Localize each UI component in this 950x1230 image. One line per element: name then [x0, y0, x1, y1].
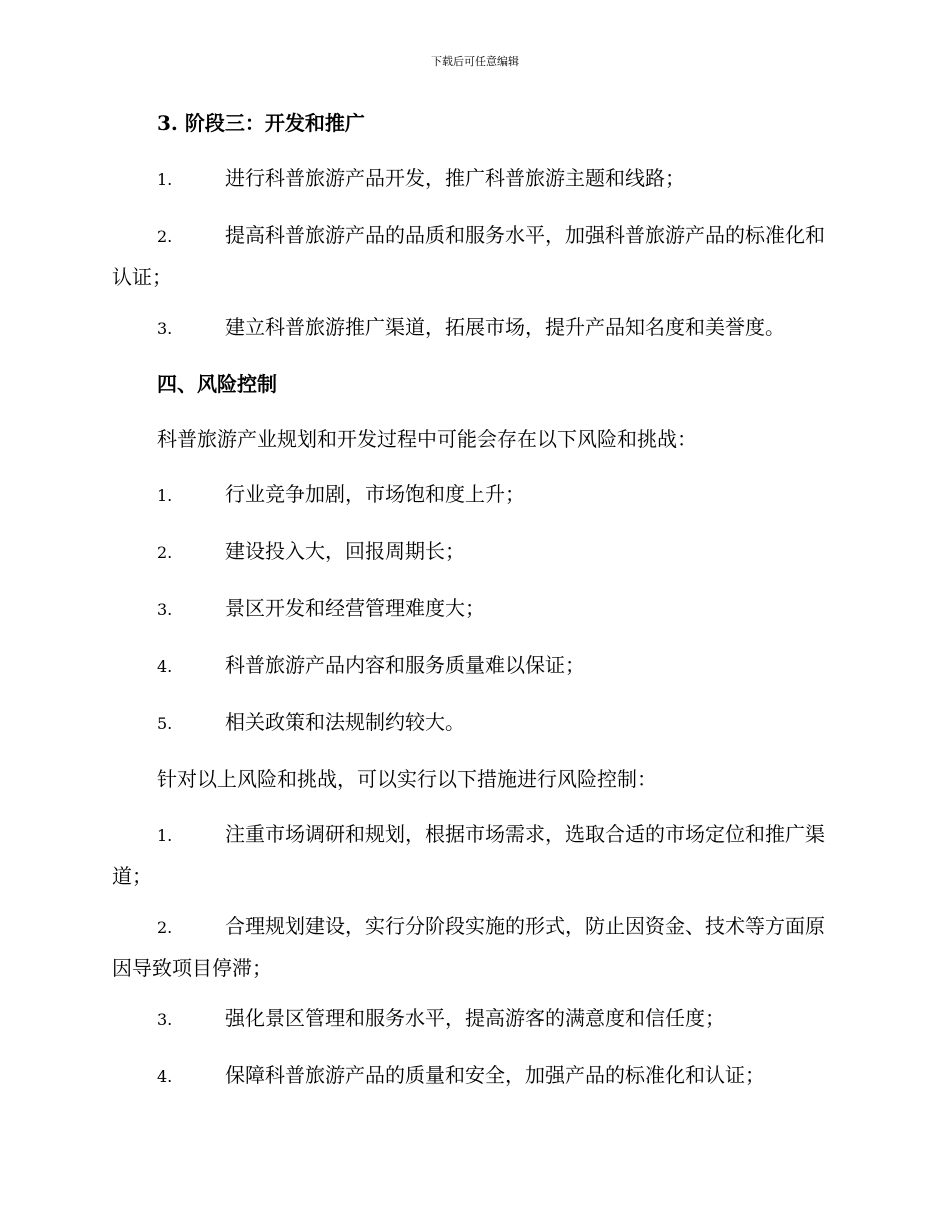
list-text: 保障科普旅游产品的质量和安全，加强产品的标准化和认证；: [225, 1063, 765, 1087]
list-item: [112, 215, 834, 298]
list-text: 建立科普旅游推广渠道，拓展市场，提升产品知名度和美誉度。: [225, 315, 785, 339]
list-number: 1.: [157, 826, 173, 845]
list-number: 4.: [157, 657, 173, 676]
list-item: [112, 650, 834, 682]
list-item: [112, 1003, 834, 1035]
list-item: [112, 536, 834, 568]
list-text: 合理规划建设，实行分阶段实施的形式，防止因资金、技术等方面原因导致项目停滞；: [112, 914, 825, 980]
list-item: [112, 163, 834, 195]
list-number: 5.: [157, 714, 173, 733]
document-body: [112, 108, 834, 1117]
list-item: [112, 479, 834, 511]
list-number: 1.: [157, 486, 173, 505]
list-text: 科普旅游产品内容和服务质量难以保证；: [225, 653, 585, 677]
list-item: [112, 707, 834, 739]
list-text: 建设投入大，回报周期长；: [225, 539, 465, 563]
list-text: 相关政策和法规制约较大。: [225, 710, 465, 734]
list-text: 提高科普旅游产品的品质和服务水平，加强科普旅游产品的标准化和认证；: [112, 223, 825, 289]
list-number: 3.: [157, 600, 173, 619]
list-item: [112, 906, 834, 989]
section-heading-phase3: 3. 阶段三：开发和推广: [157, 111, 365, 135]
list-item: [112, 1060, 834, 1092]
list-text: 进行科普旅游产品开发，推广科普旅游主题和线路；: [225, 166, 685, 190]
section-heading-risk: 四、风险控制: [157, 372, 277, 396]
list-number: 2.: [157, 918, 173, 937]
list-item: [112, 593, 834, 625]
list-text: 注重市场调研和规划，根据市场需求，选取合适的市场定位和推广渠道；: [112, 822, 825, 888]
page-header-note: 下载后可任意编辑: [431, 55, 519, 68]
list-number: 4.: [157, 1067, 173, 1086]
risk-intro-paragraph: 科普旅游产业规划和开发过程中可能会存在以下风险和挑战：: [157, 427, 697, 451]
list-item: [112, 312, 834, 344]
list-text: 强化景区管理和服务水平，提高游客的满意度和信任度；: [225, 1006, 725, 1030]
list-item: [112, 814, 834, 897]
list-number: 2.: [157, 543, 173, 562]
list-number: 2.: [157, 227, 173, 246]
list-number: 1.: [157, 170, 173, 189]
list-text: 景区开发和经营管理难度大；: [225, 596, 485, 620]
list-number: 3.: [157, 1010, 173, 1029]
measures-intro-paragraph: 针对以上风险和挑战，可以实行以下措施进行风险控制：: [157, 767, 657, 791]
list-number: 3.: [157, 319, 173, 338]
list-text: 行业竞争加剧，市场饱和度上升；: [225, 482, 525, 506]
